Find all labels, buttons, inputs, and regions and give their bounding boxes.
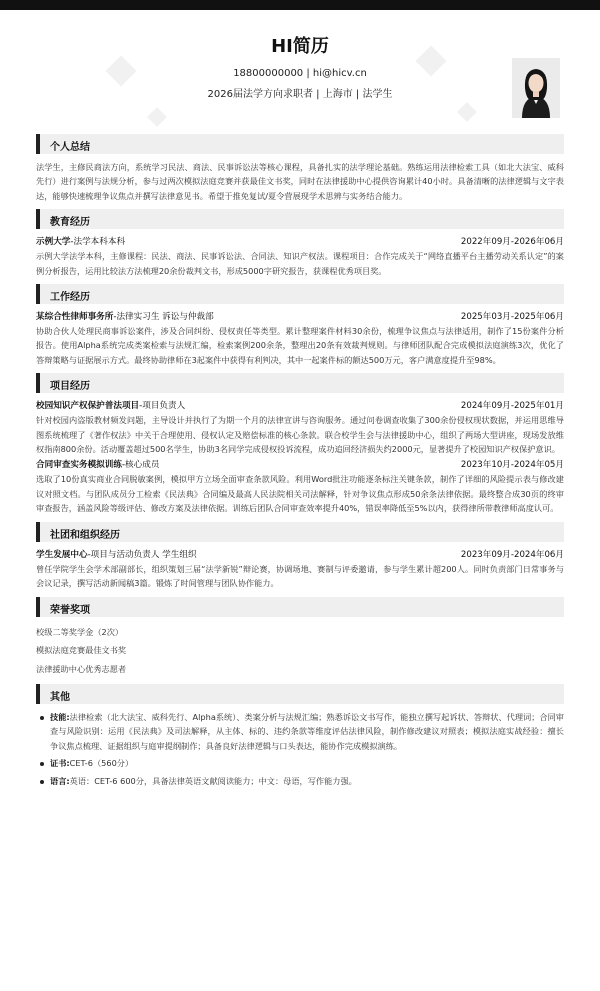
campus-section [36,522,564,591]
work-section [36,284,564,367]
entry-header [36,548,564,560]
section-title: 工作经历 [36,284,564,304]
education-section [36,209,564,278]
section-title: 其他 [36,684,564,704]
resume-name: HI简历 [271,36,329,57]
summary-section [36,134,564,203]
entry-role: -核心成员 [121,460,160,471]
avatar-portrait-icon [512,58,560,118]
list-item: 技能:法律检索（北大法宝、威科先行、Alpha系统）、类案分析与法规汇编；熟悉诉讼文书写作，能独立撰写起诉状、答辩状、代理词；合同审查与风险识别：运用《民法典》及司法解释，从主体、标的、违约条款等维度评估法律风险，制作修改建议对照表；模拟法庭实战经验：擅长争议焦点梳理、证据组织与庭审提纲制作；具备良好法律逻辑与口头表达，能协作完成模拟演练。 [36,710,564,753]
entry-header [36,310,564,322]
section-title: 教育经历 [36,209,564,229]
entry-description: 示例大学法学本科，主修课程：民法、商法、民事诉讼法、合同法、知识产权法。课程项目：合作完成关于“网络直播平台主播劳动关系认定”的案例分析报告，运用比较法方法梳理20余份裁判文书，形成5000字研究报告，获课程优秀项目奖。 [36,251,564,276]
entry-date: 2025年03月-2025年06月 [460,312,564,323]
list-item: 语言:英语：CET-6 600分，具备法律英语文献阅读能力；中文：母语，写作能力强。 [36,774,564,788]
entry-org: 学生发展中心 [36,549,88,560]
job-intent: 2026届法学方向求职者 | 上海市 | 法学生 [207,89,393,100]
entry-description: 选取了10份真实商业合同脱敏案例，模拟甲方立场全面审查条款风险。利用Word批注功能逐条标注关键条款，制作了详细的风险提示表与修改建议对照文档。与团队成员分工检索《民法典》合同编及最高人民法院相关司法解释，针对争议焦点形成50余条法律依据。最终整合成30页的终审审查报告，涵盖风险等级评估、修改方案及法律依据。训练后团队合同审查效率提升40%，错误率降低至5%以内，获得律所带教律师高度认可。 [36,474,564,514]
list-item: 证书:CET-6（560分） [36,756,564,770]
decorative-diamond [147,107,167,127]
entry-org: 某综合性律师事务所 [36,312,114,323]
entry-date: 2023年10月-2024年05月 [460,460,564,471]
other-section [36,684,564,788]
entry-description: 曾任学院学生会学术部副部长，组织策划三届“法学新锐”辩论赛，协调场地、赛制与评委邀请，参与学生累计超200人。同时负责部门日常事务与会议记录，撰写活动新闻稿3篇。锻炼了时间管理与团队协作能力。 [36,563,564,589]
entry-header [36,399,564,411]
entry-role: -法律实习生 诉讼与仲裁部 [113,312,214,323]
section-title: 项目经历 [36,373,564,393]
project-section [36,373,564,515]
award-item: 法律援助中心优秀志愿者 [36,663,127,674]
other-list [36,710,564,788]
awards-section [36,597,564,679]
entry-header [36,458,564,470]
entry-description: 协助合伙人处理民商事诉讼案件，涉及合同纠纷、侵权责任等类型。累计整理案件材料30余份，梳理争议焦点与法律适用，制作了15份案件分析报告。使用Alpha系统完成类案检索与法规汇编，检索案例200余条，整理出20条有效裁判规则。与律师团队配合完成模拟法庭演练3次，优化了答辩策略与证据展示方式。最终协助律师在3起案件中获得有利判决，其中一起案件标的额达500万元，客户满意度提升至98%。 [36,326,564,365]
decorative-diamond [457,102,477,122]
entry-org: 示例大学 [36,237,71,248]
summary-text: 法学生，主修民商法方向，系统学习民法、商法、民事诉讼法等核心课程，具备扎实的法学理论基础。熟练运用法律检索工具（如北大法宝、威科先行）进行案例与法规分析，参与过两次模拟法庭竞赛并获最佳文书奖，同时在法律援助中心提供咨询累计40小时。具备清晰的法律逻辑与文字表达，能够快速梳理争议焦点并撰写法律意见书。希望于推免复试/夏令营展现学术思辨与实务结合能力。 [36,162,564,201]
award-item: 模拟法庭竞赛最佳文书奖 [36,645,127,655]
section-title: 个人总结 [36,134,564,154]
entry-role: -项目与活动负责人 学生组织 [87,549,197,560]
entry-date: 2022年09月-2026年06月 [460,237,564,248]
award-item: 校级二等奖学金（2次） [36,626,124,637]
entry-date: 2024年09月-2025年01月 [460,401,564,412]
resume-content [36,134,564,794]
section-title: 社团和组织经历 [36,522,564,542]
entry-role: -法学本科本科 [70,237,126,248]
contact-info: 18800000000 | hi@hicv.cn [233,68,367,79]
entry-description: 针对校园内盗版教材频发问题，主导设计并执行了为期一个月的法律宣讲与咨询服务。通过问卷调查收集了300余份侵权现状数据，并运用思维导图系统梳理了《著作权法》中关于合理使用、侵权认定及赔偿标准的核心条款。联合校学生会与法律援助中心，组织了两场大型讲座，现场发放维权指南800余份。活动覆盖超过500名学生，协助3名同学完成侵权投诉流程，成功追回经济损失约2000元，显著提升了校园知识产权保护意识。 [36,415,564,455]
resume-header [0,30,600,100]
entry-org: 合同审查实务模拟训练 [36,460,122,471]
entry-org: 校园知识产权保护普法项目 [36,401,140,412]
entry-role: -项目负责人 [139,401,186,412]
top-bar [0,0,600,10]
avatar [512,58,560,118]
entry-date: 2023年09月-2024年06月 [460,549,564,560]
section-title: 荣誉奖项 [36,597,564,617]
entry-header [36,235,564,247]
